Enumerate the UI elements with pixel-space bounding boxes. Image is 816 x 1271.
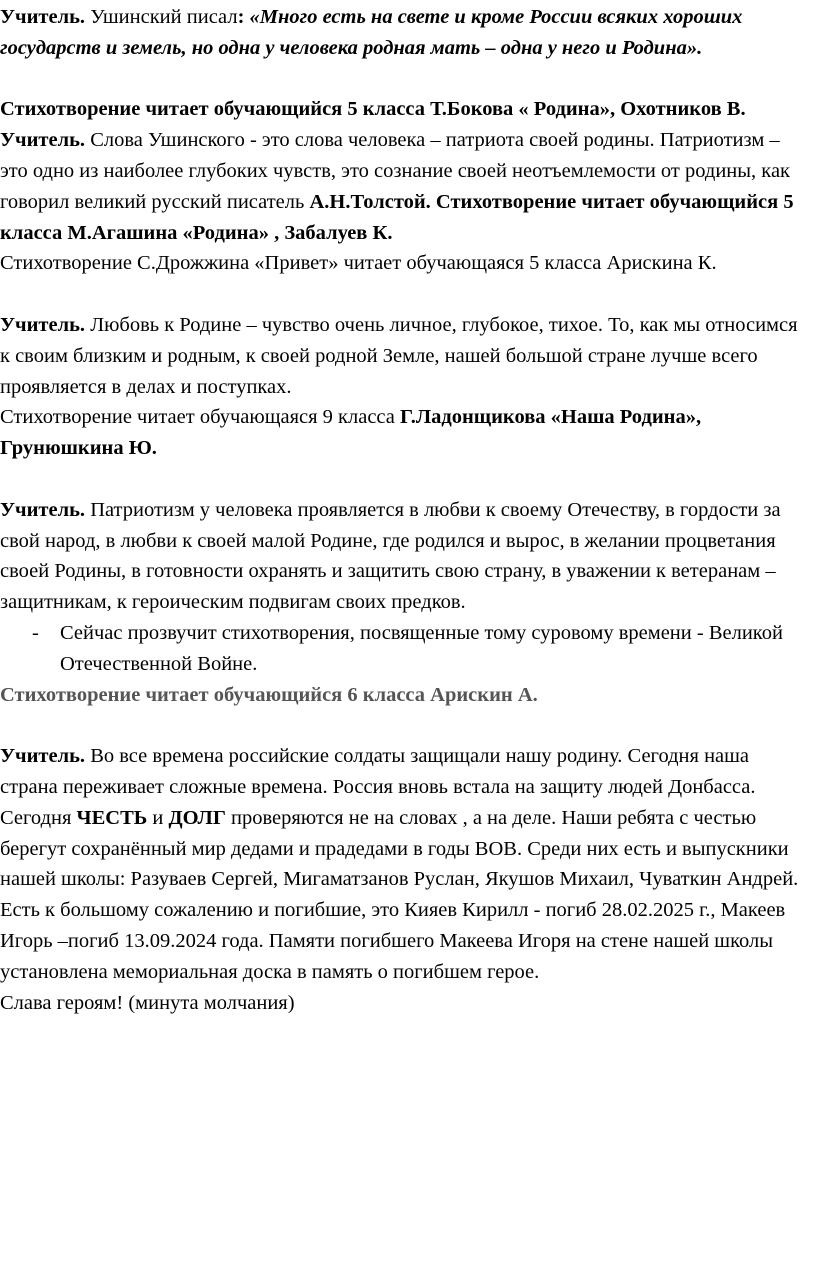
poem-announcement-ladonshchikov: Стихотворение читает обучающаяся 9 класса Г.Ладонщикова «Наша Родина», Грунюшкина Ю. xyxy=(0,406,702,460)
speaker-label: Учитель. xyxy=(0,129,86,152)
poem-announcement-drozhzhin: Стихотворение С.Дрожжина «Привет» читает обучающаяся 5 класса Арискина К. xyxy=(0,252,717,275)
speaker-label: Учитель. xyxy=(0,6,86,28)
spacer xyxy=(0,279,810,310)
poem-announcement-ariskin: Стихотворение читает обучающийся 6 класса Арискин А. xyxy=(0,683,538,706)
list-dash: - xyxy=(32,621,39,644)
spacer xyxy=(0,710,810,741)
ushinsky-quote: «Много есть на свете и кроме России всяких хороших государств и земель, но одна у человека родная мать – одна у него и Родина». xyxy=(0,6,743,59)
paragraph-love-of-motherland: Учитель. Любовь к Родине – чувство очень личное, глубокое, тихое. То, как мы относимся к своим близким и родным, к своей родной Земле, нашей большой стране лучше всего проявляется в делах и поступках. xyxy=(0,313,798,398)
spacer xyxy=(0,64,810,95)
honor-word: ЧЕСТЬ xyxy=(76,806,148,829)
poem-announcement-agashina: А.Н.Толстой. Стихотворение читает обучающийся 5 класса М.Агашина «Родина» , Забалуев К. xyxy=(0,190,794,244)
speaker-label: Учитель. xyxy=(0,498,86,521)
paragraph-patriotism: Учитель. Слова Ушинского - это слова человека – патриота своей родины. Патриотизм – это одно из наиболее глубоких чувств, это сознание своей неотъемлемости от родины, как говорил великий русский писатель А.Н.Толстой. Стихотворение читает обучающийся 5 класса М.Агашина «Родина» , Забалуев К. xyxy=(0,129,794,244)
paragraph-soldiers: Учитель. Во все времена российские солдаты защищали нашу родину. Сегодня наша страна переживает сложные времена. Россия вновь встала на защиту людей Донбасса. Сегодня ЧЕСТЬ и ДОЛГ проверяются не на словах , а на деле. Наши ребята с честью берегут сохранённый мир дедами и прадедами в годы ВОВ. Среди них есть и выпускники нашей школы: Разуваев Сергей, Мигаматзанов Руслан, Якушов Михаил, Чуваткин Андрей. Есть к большому сожалению и погибшие, это Кияев Кирилл - погиб 28.02.2025 г., Макеев Игорь –погиб 13.09.2024 года. Памяти погибшего Макеева Игоря на стене нашей школы установлена мемориальная доска в память о погибшем герое. xyxy=(0,745,799,983)
glory-to-heroes: Слава героям! (минута молчания) xyxy=(0,991,295,1014)
speaker-label: Учитель. xyxy=(0,313,86,336)
speaker-label: Учитель. xyxy=(0,745,86,768)
duty-word: ДОЛГ xyxy=(168,806,226,829)
paragraph-patriotism-expression: Учитель. Патриотизм у человека проявляется в любви к своему Отечеству, в гордости за свой народ, в любви к своей малой Родине, где родился и вырос, в желании процветания своей Родины, в готовности охранять и защитить свою страну, в уважении к ветеранам – защитникам, к героическим подвигам своих предков. xyxy=(0,498,781,614)
paragraph-ushinsky-quote: Учитель. Ушинский писал: «Много есть на свете и кроме России всяких хороших государств и земель, но одна у человека родная мать – одна у него и Родина». xyxy=(0,6,743,59)
poem-announcement-bokova: Стихотворение читает обучающийся 5 класса Т.Бокова « Родина», Охотников В. xyxy=(0,98,746,121)
list-item: - Сейчас прозвучит стихотворения, посвященные тому суровому времени - Великой Отечественной Войне. xyxy=(0,618,810,680)
spacer xyxy=(0,464,810,495)
